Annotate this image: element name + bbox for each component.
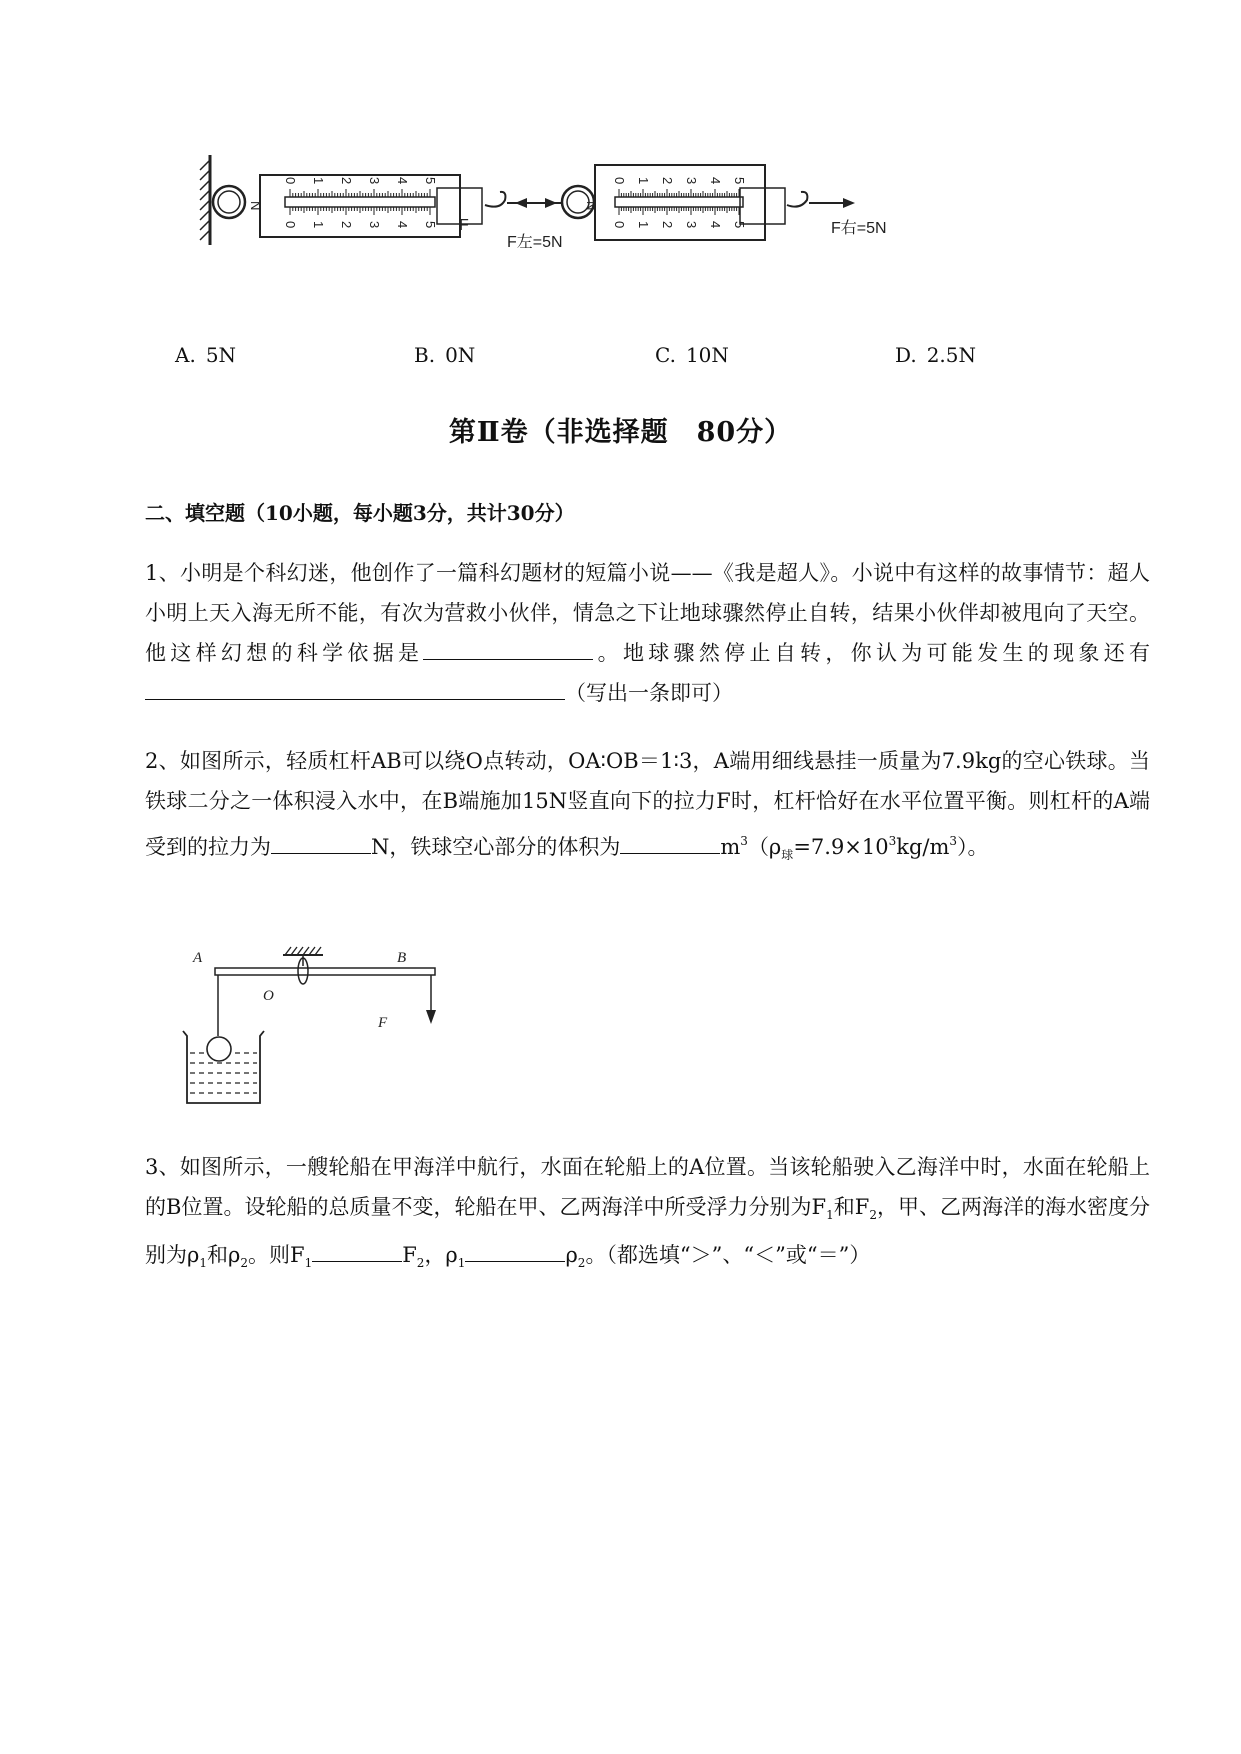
q2-unit: m (720, 835, 741, 859)
q3-sub-1: 1 (826, 1208, 834, 1222)
q2-text-4: （ρ (747, 835, 782, 859)
right-scale-number-bottom: 5 (732, 221, 747, 229)
left-scale-number-top: 5 (423, 177, 438, 185)
q3-text-6: F (402, 1243, 417, 1267)
left-scale-number-bottom: 3 (367, 221, 382, 229)
q3-text-9: 。（都选填“＞”、“＜”或“＝”） (585, 1243, 871, 1267)
force-label-left: F左=5N (507, 234, 563, 251)
lever-figure (175, 938, 475, 1123)
q2-text-5: =7.9×10 (793, 835, 889, 859)
option-a-text: 5N (205, 343, 237, 367)
right-scale-number-bottom: 3 (684, 221, 699, 229)
option-b-text: 0N (445, 343, 476, 367)
lever-label-b: B (397, 950, 407, 966)
spring-scale-figure (195, 155, 1015, 280)
q1-text-3: （写出一条即可） (565, 681, 733, 705)
question-1 (145, 553, 1150, 713)
option-d-text: 2.5N (926, 343, 976, 367)
q2-blank-1[interactable] (271, 827, 371, 854)
left-scale-number-bottom: 1 (311, 221, 326, 229)
option-a[interactable] (175, 343, 236, 367)
option-d[interactable] (895, 343, 976, 367)
option-a-label: A. (175, 343, 196, 367)
q3-text-5: 。则F (248, 1243, 305, 1267)
q3-blank-1[interactable] (312, 1235, 402, 1262)
q3-text-4: 和ρ (207, 1243, 241, 1267)
question-2 (145, 741, 1150, 875)
q3-sub-7: 1 (457, 1256, 466, 1270)
q1-blank-2[interactable] (145, 673, 565, 700)
left-scale-number-top: 3 (367, 177, 382, 185)
force-label-f: F (459, 217, 469, 234)
lever-label-a: A (193, 950, 203, 966)
right-scale-number-bottom: 0 (612, 221, 627, 229)
left-scale-number-top: 0 (283, 177, 298, 185)
left-scale-number-top: 2 (339, 177, 354, 185)
option-c-label: C. (655, 343, 676, 367)
left-scale-number-bottom: 0 (283, 221, 298, 229)
right-scale-number-top: 5 (732, 177, 747, 185)
q2-rho-sub: 球 (781, 848, 794, 862)
q2-text-6: kg/m (896, 835, 950, 859)
lever-label-f: F (378, 1015, 388, 1031)
q2-exp-2: 3 (949, 834, 958, 848)
right-scale-number-top: 2 (660, 177, 675, 185)
right-scale-number-top: 4 (708, 177, 723, 185)
section-title: 第Ⅱ卷（非选择题 80分） (448, 417, 793, 448)
q3-sub-3: 1 (199, 1256, 207, 1270)
left-scale-number-bottom: 2 (339, 221, 354, 229)
lever-label-o: O (263, 988, 274, 1004)
q3-text-2: 和F (833, 1195, 870, 1219)
scale-unit-right: N (584, 201, 599, 211)
right-scale-number-bottom: 1 (636, 221, 651, 229)
option-b[interactable] (414, 343, 475, 367)
q3-sub-5: 1 (304, 1256, 313, 1270)
right-scale-number-bottom: 4 (708, 221, 723, 229)
q2-text-7: ）。 (957, 835, 989, 859)
q1-text-1: 1、小明是个科幻迷，他创作了一篇科幻题材的短篇小说——《我是超人》。小说中有这样的故事情节：超人小明上天入海无所不能，有次为营救小伙伴，情急之下让地球骤然停止自转，结果小伙伴却被甩向了天空。他这样幻想的科学依据是 (145, 561, 1150, 665)
q2-exp-1: 3 (888, 834, 897, 848)
option-c[interactable] (655, 343, 729, 367)
q3-text-8: ρ (565, 1243, 578, 1267)
right-scale-number-bottom: 2 (660, 221, 675, 229)
force-label-right: F右=5N (831, 220, 887, 237)
q1-text-2: 。地球骤然停止自转，你认为可能发生的现象还有 (593, 641, 1151, 665)
q3-sub-8: 2 (577, 1256, 586, 1270)
right-scale-number-top: 1 (636, 177, 651, 185)
option-d-label: D. (895, 343, 917, 367)
right-scale-number-top: 3 (684, 177, 699, 185)
option-c-text: 10N (685, 343, 729, 367)
q3-sub-4: 2 (240, 1256, 248, 1270)
q3-blank-2[interactable] (465, 1235, 565, 1262)
q3-text-3: ，甲、乙两海洋的海水密度分别为ρ (145, 1195, 1150, 1267)
left-scale-number-bottom: 5 (423, 221, 438, 229)
q3-text-7: ，ρ (424, 1243, 458, 1267)
left-scale-number-bottom: 4 (395, 221, 410, 229)
q3-sub-2: 2 (869, 1208, 877, 1222)
left-scale-number-top: 1 (311, 177, 326, 185)
answer-options (0, 343, 1241, 373)
q1-blank-1[interactable] (423, 633, 593, 660)
q3-sub-6: 2 (416, 1256, 425, 1270)
right-scale-number-top: 0 (612, 177, 627, 185)
left-scale-number-top: 4 (395, 177, 410, 185)
q2-blank-2[interactable] (620, 827, 720, 854)
subheading: 二、填空题（10小题，每小题3分，共计30分） (145, 501, 575, 525)
q3-text-1: 3、如图所示，一艘轮船在甲海洋中航行，水面在轮船上的A位置。当该轮船驶入乙海洋中时，水面在轮船上的B位置。设轮船的总质量不变，轮船在甲、乙两海洋中所受浮力分别为F (145, 1155, 1150, 1219)
question-3 (145, 1147, 1150, 1283)
scale-unit-left: N (248, 201, 263, 211)
q2-unit-exp: 3 (740, 834, 748, 848)
option-b-label: B. (414, 343, 436, 367)
q2-text-1: 2、如图所示，轻质杠杆AB可以绕O点转动，OA∶OB＝1∶3，A端用细线悬挂一质量为7.9kg的空心铁球。当铁球二分之一体积浸入水中，在B端施加15N竖直向下的拉力F时，杠杆恰好在水平位置平衡。则杠杆的A端受到的拉力为 (145, 749, 1150, 859)
q2-text-2: N，铁球空心部分的体积为 (371, 835, 621, 859)
